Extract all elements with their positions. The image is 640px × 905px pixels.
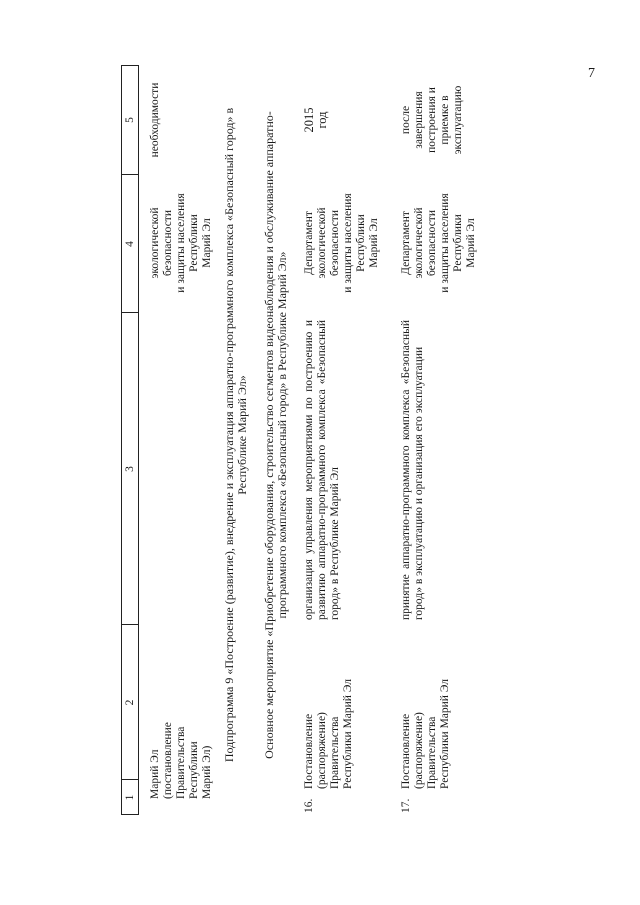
- table-header-bottom-rule: [138, 65, 139, 815]
- row-16-number: 16.: [303, 798, 315, 813]
- row-16-document: Постановление (распоряжение) Правительства Республики Марий Эл: [303, 678, 354, 789]
- header-col-4: 4: [124, 241, 136, 247]
- row-16-responsible: Департамент экологической безопасности и защиты населения Республики Марий Эл: [303, 193, 380, 293]
- main-activity-title: Основное мероприятие «Приобретение оборудования, строительство сегментов видеонаблюдения и обслуживание аппаратно-программного комплекса «Безопасный город» в Республике Марий Эл»: [262, 111, 289, 759]
- header-col-2: 2: [124, 699, 136, 706]
- row-16-term: 2015 год: [302, 107, 329, 133]
- subprogram-title: Подпрограмма 9 «Построение (развитие), внедрение и эксплуатация аппаратно-программного комплекса «Безопасный город» в Республике Марий Эл»: [222, 107, 249, 763]
- continuation-document-cell: Марий Эл (постановление Правительства Республики Марий Эл): [149, 722, 213, 799]
- page-number: 7: [588, 66, 595, 81]
- row-17-responsible: Департамент экологической безопасности и защиты населения Республики Марий Эл: [400, 193, 477, 293]
- table-top-rule: [121, 65, 122, 815]
- row-16-measure: организация управления мероприятиями по построению и развитию аппаратно-программного комплекса «Безопасный город» в Республике Марий Эл: [303, 320, 341, 620]
- rotated-table-page: [95, 65, 525, 815]
- row-17-term: после завершения построения и приемке в эксплуатацию: [400, 85, 464, 155]
- row-17-document: Постановление (распоряжение) Правительства Республики Марий Эл: [400, 678, 451, 789]
- header-col-5: 5: [124, 117, 136, 123]
- continuation-responsible-cell: экологической безопасности и защиты населения Республики Марий Эл: [149, 193, 213, 293]
- row-17-measure: принятие аппаратно-программного комплекса «Безопасный город» в эксплуатацию и организация его эксплуатации: [400, 320, 425, 620]
- continuation-term-cell: необходимости: [149, 82, 161, 158]
- header-col-1: 1: [124, 794, 136, 801]
- header-col-3: 3: [124, 466, 136, 472]
- row-17-number: 17.: [400, 798, 412, 813]
